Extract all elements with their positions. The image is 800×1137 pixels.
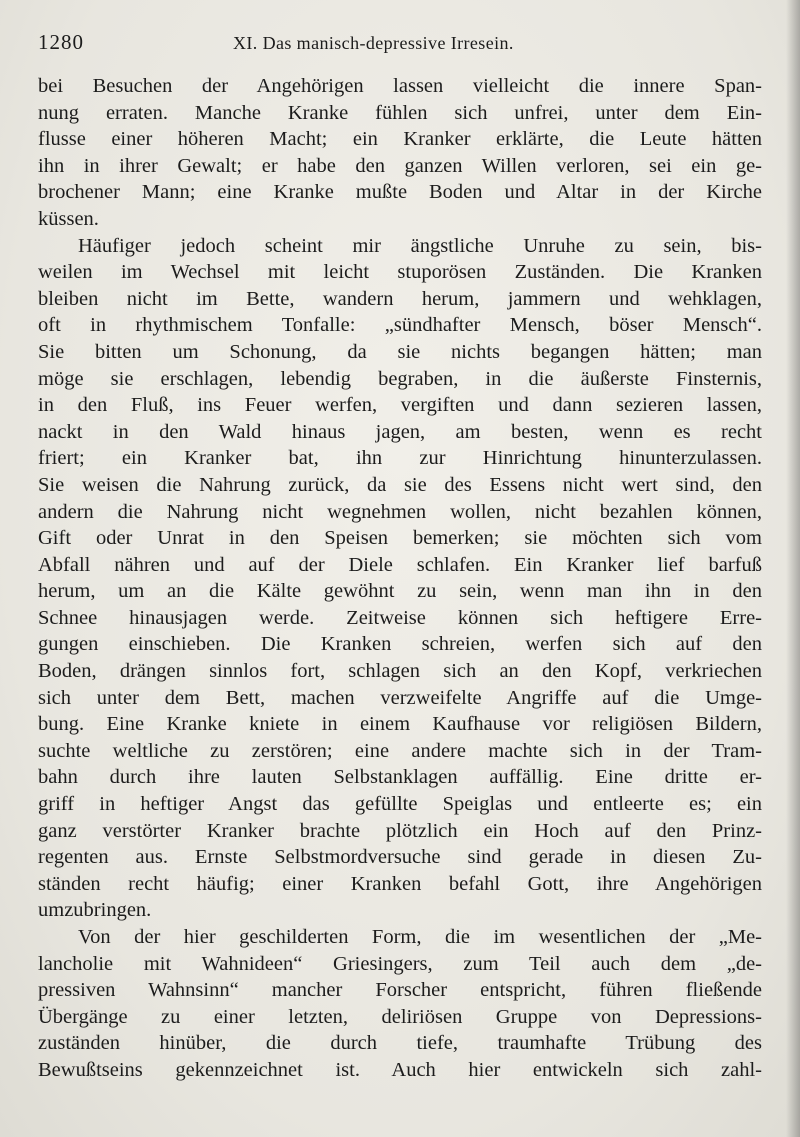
- paragraph-start-line: Häufiger jedoch scheint mir ängstliche Unruhe zu sein, bis-: [78, 234, 762, 257]
- text-line: ständen recht häufig; einer Kranken befahl Gott, ihre Angehörigen: [38, 872, 762, 895]
- text-line: lancholie mit Wahnideen“ Griesingers, zum Teil auch dem „de-: [38, 952, 762, 975]
- text-line: ihn in ihrer Gewalt; er habe den ganzen Willen verloren, sei ein ge-: [38, 154, 762, 177]
- text-line: Abfall nähren und auf der Diele schlafen. Ein Kranker lief barfuß: [38, 553, 762, 576]
- text-line: Sie weisen die Nahrung zurück, da sie des Essens nicht wert sind, den: [38, 473, 762, 496]
- page-header: [38, 30, 762, 60]
- page-number: 1280: [38, 30, 84, 54]
- text-line: zuständen hinüber, die durch tiefe, traumhafte Trübung des: [38, 1032, 762, 1055]
- text-line: ganz verstörter Kranker brachte plötzlich ein Hoch auf den Prinz-: [38, 819, 762, 842]
- text-line: pressiven Wahnsinn“ mancher Forscher entspricht, führen fließende: [38, 979, 762, 1002]
- text-line: Sie bitten um Schonung, da sie nichts begangen hätten; man: [38, 340, 762, 363]
- paragraph-start-line: Von der hier geschilderten Form, die im wesentlichen der „Me-: [78, 926, 762, 948]
- text-line: nung erraten. Manche Kranke fühlen sich unfrei, unter dem Ein-: [38, 101, 762, 124]
- text-line: suchte weltliche zu zerstören; eine andere machte sich in der Tram-: [38, 739, 762, 762]
- text-line: andern die Nahrung nicht wegnehmen wollen, nicht bezahlen können,: [38, 500, 762, 523]
- text-line: Gift oder Unrat in den Speisen bemerken; sie möchten sich vom: [38, 527, 762, 550]
- paragraph-end-line: umzubringen.: [38, 899, 152, 922]
- text-line: weilen im Wechsel mit leicht stuporösen Zuständen. Die Kranken: [38, 261, 762, 284]
- text-line: sich unter dem Bett, machen verzweifelte Angriffe auf die Umge-: [38, 686, 762, 709]
- text-line: bung. Eine Kranke kniete in einem Kaufhause vor religiösen Bildern,: [38, 713, 762, 736]
- paragraph-end-line: küssen.: [38, 207, 99, 230]
- text-line: möge sie erschlagen, lebendig begraben, in die äußerste Finsternis,: [38, 367, 762, 390]
- running-head: XI. Das manisch-depressive Irresein.: [233, 33, 514, 53]
- text-line: gungen einschieben. Die Kranken schreien, werfen sich auf den: [38, 633, 762, 656]
- text-line: in den Fluß, ins Feuer werfen, vergiften und dann sezieren lassen,: [38, 394, 762, 417]
- text-line: nackt in den Wald hinaus jagen, am besten, wenn es recht: [38, 420, 762, 443]
- text-line: regenten aus. Ernste Selbstmordversuche sind gerade in diesen Zu-: [38, 846, 762, 869]
- text-line: bahn durch ihre lauten Selbstanklagen auffällig. Eine dritte er-: [38, 766, 762, 789]
- text-line: herum, um an die Kälte gewöhnt zu sein, wenn man ihn in den: [38, 580, 762, 603]
- text-line: griff in heftiger Angst das gefüllte Speiglas und entleerte es; ein: [38, 793, 762, 816]
- body-text: [38, 73, 762, 1084]
- text-line: brochener Mann; eine Kranke mußte Boden und Altar in der Kirche: [38, 181, 762, 204]
- text-line: bleiben nicht im Bette, wandern herum, jammern und wehklagen,: [38, 287, 762, 310]
- text-line: oft in rhythmischem Tonfalle: „sündhafter Mensch, böser Mensch“.: [38, 314, 762, 337]
- text-line: friert; ein Kranker bat, ihn zur Hinrichtung hinunterzulassen.: [38, 447, 762, 470]
- page-edge-shadow: [786, 0, 800, 1137]
- text-line: Boden, drängen sinnlos fort, schlagen sich an den Kopf, verkriechen: [38, 660, 762, 683]
- text-line: Schnee hinausjagen werde. Zeitweise können sich heftigere Erre-: [38, 606, 762, 629]
- text-line: flusse einer höheren Macht; ein Kranker erklärte, die Leute hätten: [38, 128, 762, 151]
- text-line: Bewußtseins gekennzeichnet ist. Auch hier entwickeln sich zahl-: [38, 1058, 762, 1081]
- text-line: Übergänge zu einer letzten, deliriösen Gruppe von Depressions-: [38, 1005, 762, 1028]
- text-line: bei Besuchen der Angehörigen lassen vielleicht die innere Span-: [38, 75, 762, 97]
